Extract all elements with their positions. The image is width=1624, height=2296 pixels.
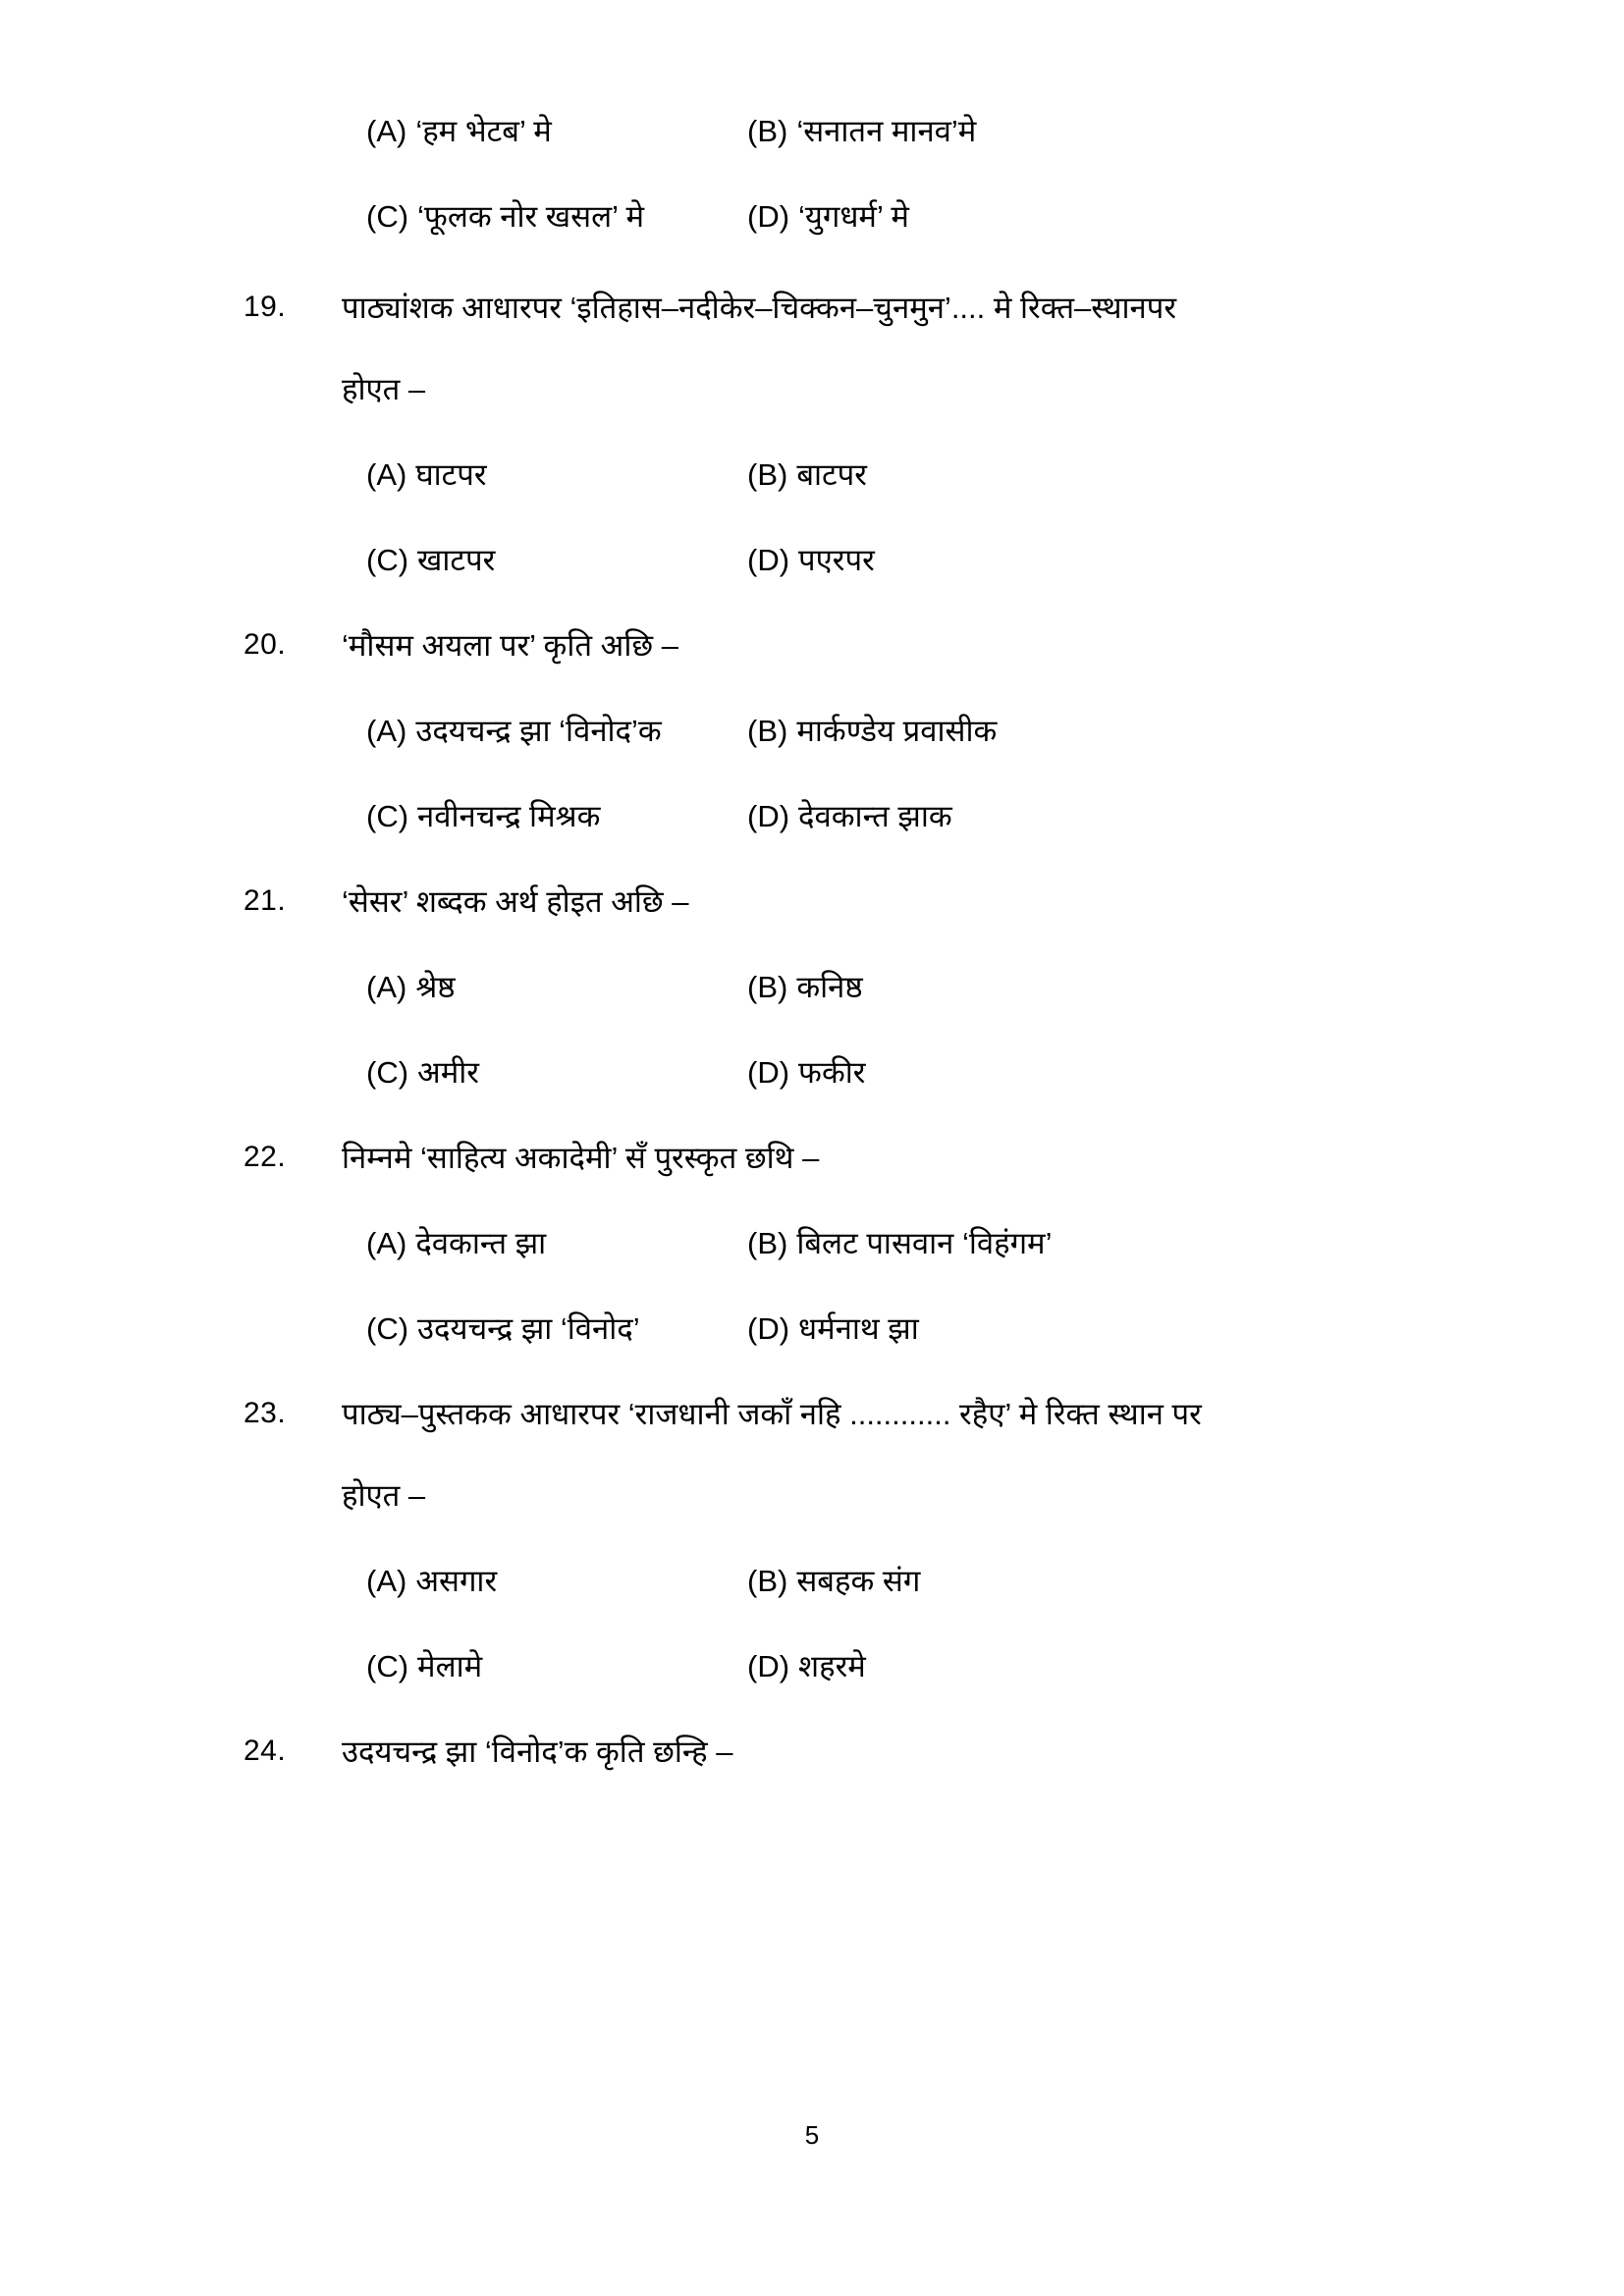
question-24: [0, 1736, 1624, 1767]
option-text-a: असगार: [415, 1564, 498, 1598]
question-text: [342, 1736, 1624, 1767]
option-label-a: (A): [366, 714, 407, 748]
question-19: [0, 293, 1624, 575]
options-block: [0, 1566, 1624, 1682]
question-number: 22.: [244, 1141, 287, 1173]
option-a[interactable]: [0, 716, 747, 746]
question-text: [342, 630, 1624, 661]
option-a[interactable]: [0, 459, 747, 490]
option-text-c: ‘फूलक नोर खसल’ मे: [417, 199, 645, 234]
option-b[interactable]: [747, 716, 1624, 746]
option-b[interactable]: [747, 972, 1624, 1002]
question-23: [0, 1399, 1624, 1682]
question-number: 24.: [244, 1735, 287, 1767]
question-text: [342, 1399, 1624, 1511]
option-text-b: कनिष्ठ: [796, 970, 863, 1004]
question-text-line: निम्नमे ‘साहित्य अकादेमी’ सँ पुरस्कृत छथि –: [342, 1141, 820, 1175]
option-label-a: (A): [366, 114, 407, 148]
option-label-c: (C): [366, 543, 409, 577]
option-text-b: ‘सनातन मानव’मे: [796, 114, 977, 148]
question-20: [0, 630, 1624, 831]
options-block: [0, 716, 1624, 831]
question-number: 19.: [244, 291, 287, 323]
option-c[interactable]: [0, 1057, 747, 1088]
option-label-b: (B): [747, 457, 788, 492]
option-label-b: (B): [747, 970, 788, 1004]
option-row: [0, 116, 1624, 146]
option-c[interactable]: [0, 1651, 747, 1682]
question-text-line: पाठ्यांशक आधारपर ‘इतिहास–नदीकेर–चिक्कन–चुनमुन’.... मे रिक्त–स्थानपर: [342, 291, 1177, 325]
option-a[interactable]: [0, 1566, 747, 1596]
question-header: [0, 1399, 1624, 1511]
option-d[interactable]: [747, 201, 1624, 232]
option-text-c: अमीर: [417, 1055, 479, 1090]
option-row: [0, 716, 1624, 746]
option-text-a: श्रेष्ठ: [415, 970, 456, 1004]
question-header: [0, 1736, 1624, 1767]
option-label-c: (C): [366, 799, 409, 833]
question-header: [0, 1143, 1624, 1173]
option-c[interactable]: [0, 801, 747, 831]
option-label-d: (D): [747, 1311, 790, 1346]
option-a[interactable]: [0, 116, 747, 146]
question-text: [342, 293, 1624, 404]
option-text-b: सबहक संग: [796, 1564, 921, 1598]
option-row: [0, 1057, 1624, 1088]
option-row: [0, 801, 1624, 831]
question-text: [342, 1143, 1624, 1173]
option-text-a: घाटपर: [415, 457, 487, 492]
question-text: [342, 886, 1624, 917]
option-row: [0, 201, 1624, 232]
option-text-c: उदयचन्द्र झा ‘विनोद’: [417, 1311, 640, 1346]
option-d[interactable]: [747, 1651, 1624, 1682]
option-label-d: (D): [747, 543, 790, 577]
option-label-a: (A): [366, 1226, 407, 1260]
options-block: [0, 972, 1624, 1088]
option-b[interactable]: [747, 1566, 1624, 1596]
question-header: [0, 630, 1624, 661]
options-block: [0, 1228, 1624, 1344]
option-c[interactable]: [0, 201, 747, 232]
option-label-d: (D): [747, 1649, 790, 1683]
option-d[interactable]: [747, 1313, 1624, 1344]
option-label-a: (A): [366, 970, 407, 1004]
question-text-line: ‘सेसर’ शब्दक अर्थ होइत अछि –: [342, 884, 689, 919]
page-number: 5: [804, 2120, 820, 2150]
option-label-c: (C): [366, 1311, 409, 1346]
question-text-line: उदयचन्द्र झा ‘विनोद’क कृति छन्हि –: [342, 1735, 733, 1769]
question-text-line: ‘मौसम अयला पर’ कृति अछि –: [342, 628, 678, 663]
option-label-d: (D): [747, 1055, 790, 1090]
option-label-b: (B): [747, 1564, 788, 1598]
option-a[interactable]: [0, 1228, 747, 1258]
option-label-c: (C): [366, 199, 409, 234]
question-number: 23.: [244, 1397, 287, 1429]
option-text-b: बाटपर: [796, 457, 867, 492]
option-text-d: देवकान्त झाक: [798, 799, 952, 833]
question-number: 21.: [244, 884, 287, 917]
option-label-a: (A): [366, 457, 407, 492]
question-text-line: पाठ्य–पुस्तकक आधारपर ‘राजधानी जकाँ नहि ............ रहैए’ मे रिक्त स्थान पर: [342, 1397, 1202, 1431]
option-row: [0, 1313, 1624, 1344]
option-row: [0, 1651, 1624, 1682]
option-text-d: धर्मनाथ झा: [798, 1311, 919, 1346]
option-row: [0, 972, 1624, 1002]
question-header: [0, 293, 1624, 404]
question-text-line: होएत –: [342, 372, 426, 406]
option-text-a: उदयचन्द्र झा ‘विनोद’क: [415, 714, 662, 748]
option-text-d: ‘युगधर्म’ मे: [798, 199, 909, 234]
option-label-c: (C): [366, 1055, 409, 1090]
option-a[interactable]: [0, 972, 747, 1002]
option-label-a: (A): [366, 1564, 407, 1598]
option-b[interactable]: [747, 459, 1624, 490]
option-label-b: (B): [747, 114, 788, 148]
option-text-b: मार्कण्डेय प्रवासीक: [796, 714, 998, 748]
option-d[interactable]: [747, 545, 1624, 575]
options-block: [0, 459, 1624, 575]
option-label-c: (C): [366, 1649, 409, 1683]
option-row: [0, 1566, 1624, 1596]
option-text-d: पएरपर: [798, 543, 875, 577]
question-number: 20.: [244, 628, 287, 661]
option-label-b: (B): [747, 714, 788, 748]
option-b[interactable]: [747, 116, 1624, 146]
continued-options-block: [0, 116, 1624, 232]
option-row: [0, 459, 1624, 490]
option-row: [0, 545, 1624, 575]
question-text-line: होएत –: [342, 1478, 426, 1513]
option-text-d: फकीर: [798, 1055, 866, 1090]
question-22: [0, 1143, 1624, 1344]
option-c[interactable]: [0, 545, 747, 575]
option-text-c: खाटपर: [417, 543, 496, 577]
option-d[interactable]: [747, 801, 1624, 831]
option-text-d: शहरमे: [798, 1649, 866, 1683]
option-text-c: नवीनचन्द्र मिश्रक: [417, 799, 601, 833]
option-text-b: बिलट पासवान ‘विहंगम’: [796, 1226, 1053, 1260]
question-header: [0, 886, 1624, 917]
option-text-a: देवकान्त झा: [415, 1226, 547, 1260]
option-label-d: (D): [747, 799, 790, 833]
option-d[interactable]: [747, 1057, 1624, 1088]
option-label-b: (B): [747, 1226, 788, 1260]
option-text-a: ‘हम भेटब’ मे: [415, 114, 552, 148]
option-text-c: मेलामे: [417, 1649, 483, 1683]
option-b[interactable]: [747, 1228, 1624, 1258]
question-21: [0, 886, 1624, 1088]
option-c[interactable]: [0, 1313, 747, 1344]
option-label-d: (D): [747, 199, 790, 234]
option-row: [0, 1228, 1624, 1258]
